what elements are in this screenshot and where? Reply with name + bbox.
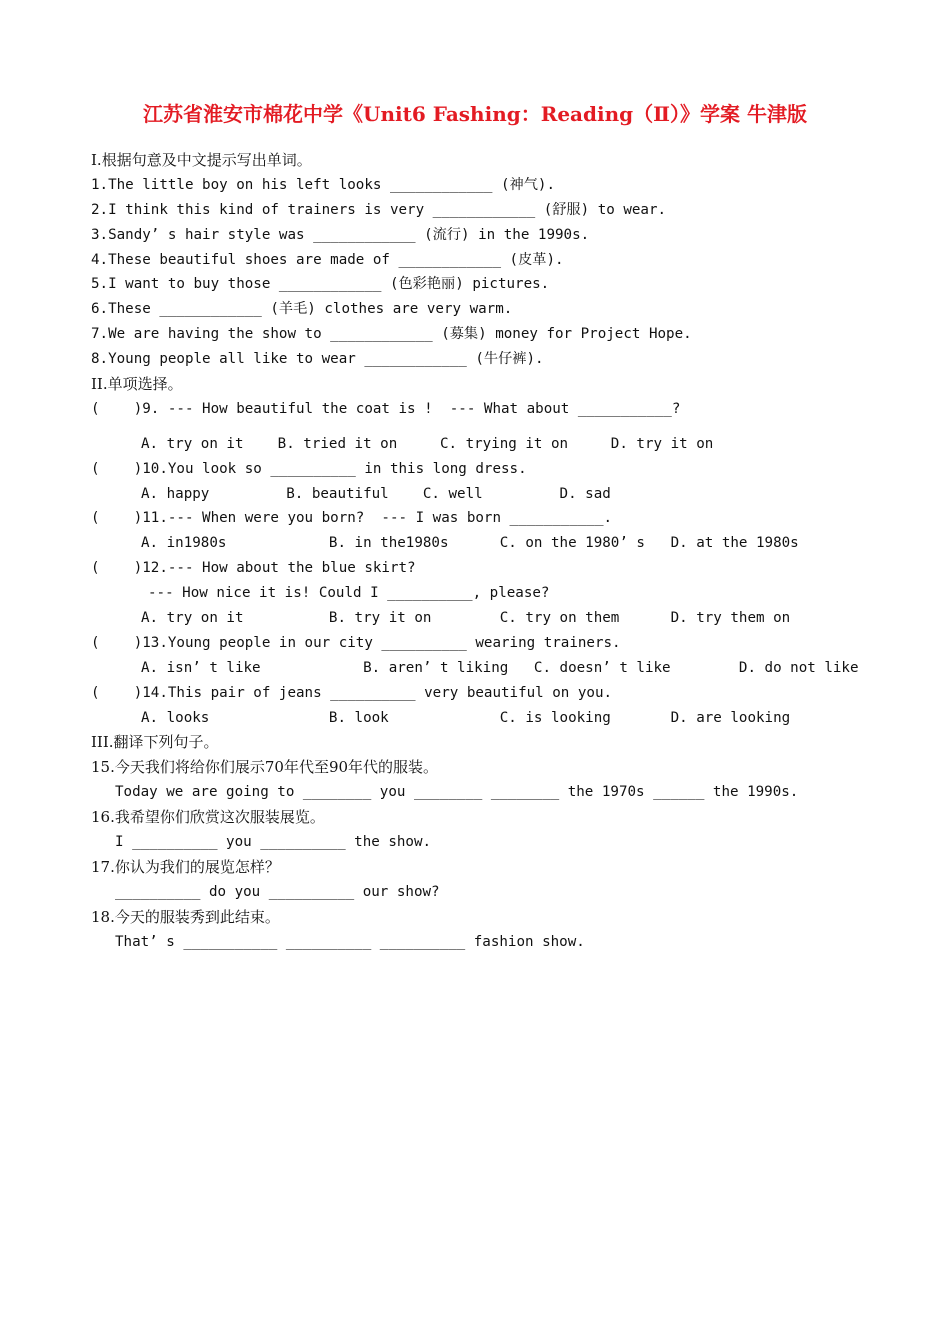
fill-blank-item: 6.These ____________ (羊毛) clothes are very warm. bbox=[91, 301, 513, 318]
fill-blank-item: 5.I want to buy those ____________ (色彩艳丽) pictures. bbox=[91, 276, 550, 293]
translation-prompt: 16.我希望你们欣赏这次服装展览。 bbox=[91, 808, 325, 827]
question-stem: ( )10.You look so __________ in this long dress. bbox=[91, 460, 527, 477]
fill-blank-item: 7.We are having the show to ____________ (募集) money for Project Hope. bbox=[91, 326, 692, 343]
page-title: 江苏省淮安市棉花中学《Unit6 Fashing：Reading（Ⅱ）》学案 牛津版 bbox=[143, 102, 807, 126]
fill-blank-item: 8.Young people all like to wear ____________ (牛仔裤). bbox=[91, 351, 544, 368]
question-stem: ( )12.--- How about the blue skirt? bbox=[91, 560, 416, 577]
question-options: A. isn’ t like B. aren’ t liking C. doesn’ t like D. do not like bbox=[141, 659, 859, 676]
translation-answer: That’ s ___________ __________ __________ fashion show. bbox=[115, 933, 585, 950]
question-stem: ( )9. --- How beautiful the coat is ! --- What about ___________? bbox=[91, 400, 681, 417]
translation-answer: I __________ you __________ the show. bbox=[115, 834, 432, 851]
question-options: A. try on it B. try it on C. try on them D. try them on bbox=[141, 610, 791, 627]
translation-prompt: 17.你认为我们的展览怎样？ bbox=[91, 857, 280, 876]
section-1-heading: I.根据句意及中文提示写出单词。 bbox=[91, 151, 312, 169]
question-options: A. looks B. look C. is looking D. are looking bbox=[141, 709, 791, 726]
question-dialogue: --- How nice it is! Could I __________, please? bbox=[148, 585, 550, 602]
question-stem: ( )11.--- When were you born? --- I was born ___________. bbox=[91, 510, 613, 527]
section-3-heading: III.翻译下列句子。 bbox=[91, 733, 219, 752]
fill-blank-item: 1.The little boy on his left looks ____________ (神气). bbox=[91, 176, 555, 193]
question-stem: ( )14.This pair of jeans __________ very beautiful on you. bbox=[91, 684, 613, 701]
question-options: A. in1980s B. in the1980s C. on the 1980’ s D. at the 1980s bbox=[141, 535, 799, 552]
section-2-heading: II.单项选择。 bbox=[91, 375, 183, 394]
translation-prompt: 18.今天的服装秀到此结束。 bbox=[91, 907, 280, 926]
fill-blank-item: 2.I think this kind of trainers is very ____________ (舒服) to wear. bbox=[91, 201, 667, 218]
translation-prompt: 15.今天我们将给你们展示70年代至90年代的服装。 bbox=[91, 758, 439, 777]
translation-answer: __________ do you __________ our show? bbox=[115, 883, 440, 900]
question-stem: ( )13.Young people in our city __________ wearing trainers. bbox=[91, 634, 621, 651]
fill-blank-item: 3.Sandy’ s hair style was ____________ (流行) in the 1990s. bbox=[91, 226, 590, 243]
worksheet-body bbox=[91, 148, 891, 955]
translation-answer: Today we are going to ________ you ________ ________ the 1970s ______ the 1990s. bbox=[115, 784, 799, 801]
question-options: A. happy B. beautiful C. well D. sad bbox=[141, 485, 611, 502]
question-options: A. try on it B. tried it on C. trying it on D. try it on bbox=[141, 435, 714, 452]
fill-blank-item: 4.These beautiful shoes are made of ____________ (皮革). bbox=[91, 251, 564, 268]
